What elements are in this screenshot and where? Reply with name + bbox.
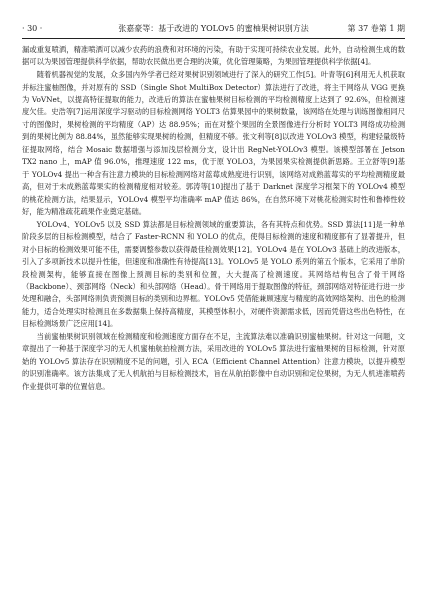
- page-number: · 30 ·: [22, 24, 43, 33]
- header-rule: [22, 38, 405, 39]
- paragraph-related-work: 随着机器视觉的发展，众多国内外学者已经对果树识别领域进行了深入的研究工作[5]。叶青等[6]利用无人机获取并标注蜜柚图像，并对原有的 SSD（Single Shot MultiBox Detector）算法进行了改进，将主干网络从 VGG 更换为 VoVNet，以提高特征提取的能力，改进后的算法在蜜柚果树目标检测的平均检测精度上达到了 92.6%，但检测速度欠佳。史浩等[7]运用深度学习驱动的目标检测网络 YOLT3 估算果园中的果树数量，该网络在处理与训练图像相同尺寸的图像时，果树检测的平均精度（AP）达 88.95%；而在对整个果园的全景图像进行分析时 YOLT3 网络成功检测到的果树比例为 88.84%，虽然能够实现果树的检测，但精度不够。张文利等[8]以改进 YOLOv3 模型，构建轻量级特征提取网络，结合 Mosaic 数据增强与添加浅层检测分支，设计出 RegNet-YOLOv3 模型。该模型部署在 Jetson TX2 nano 上，mAP 值 96.0%，推理速度 122 ms，优于原 YOLO3，为果园果实检测提供新思路。王立舒等[9]基于 YOLOv4 提出一种含有注意力模块的目标检测网络对蓝莓成熟度进行识别，该网络对成熟蓝莓实的平均检测精度最高，但对于未成熟蓝莓果实的检测精度相对较差。郭涛等[10]提出了基于 Darknet 深度学习框架下的 YOLOv4 模型的桃花检测方法，结果显示，YOLOv4 模型平均准确率 mAP 值达 86%，在自然环境下对桃花检测实时性和鲁棒性较好，能为精准疏花疏果作业奠定基础。: [22, 70, 405, 217]
- running-title: 张嘉豪等：基于改进的 YOLOv5 的蜜柚果树识别方法: [118, 24, 309, 33]
- paragraph-algorithms: YOLOv4、YOLOv5 以及 SSD 算法都是目标检测领域的重要算法，各有其特点和优势。SSD 算法[11]是一种单阶段多层的目标检测模型，结合了 Faster-RCNN 和 YOLO 的优点，使得目标检测的速度和精度都有了显著提升，但对小目标的检测效果可能不佳，需要调整参数以获得最佳检测效果[12]。YOLOv4 是在 YOLOv3 基础上的改进版本，引入了多项新技术以提升性能，但速度和准确性有待提高[13]。YOLOv5 是 YOLO 系列的第五个版本，它采用了单阶段检测架构，能够直接在图像上预测目标的类别和位置，大大提高了检测速度。其网络结构包含了骨干网络（Backbone）、颈部网络（Neck）和头部网络（Head）。骨干网络用于提取图像的特征，颈部网络对特征进行进一步处理和融合，头部网络则负责预测目标的类别和边界框。YOLOv5 凭借能兼顾速度与精度的高效网络架构、出色的检测能力，适合处理实时检测且在多数据集上保持高精度，其模型体积小，对硬件资源需求低，因而凭借这些出色特性，在目标检测场景广泛应用[14]。: [22, 219, 405, 329]
- paragraph-proposal: 当前蜜柚果树识别领域在检测精度和检测速度方面存在不足，主流算法难以准确识别蜜柚果树。针对这一问题，文章提出了一种基于深度学习的无人机蜜柚航拍检测方法，采用改进的 YOLOv5 算法进行蜜柚果树的目标检测，针对原始的 YOLOv5 算法存在识别精度不足的问题，引入 ECA（Efficient Channel Attention）注意力模块，以提升模型的识别准确率。该方法集成了无人机航拍与目标检测技术，旨在从航拍影像中自动识别和定位果树，为无人机进准喷药作业提供可靠的位置信息。: [22, 331, 405, 391]
- paragraph-continued: 漏或重复喷洒，精准喷洒可以减少农药的浪费和对环境的污染，有助于实现可持续农业发展。此外，自动检测生成的数据可以为果园管理提供科学依据，帮助农民做出更合理的决策，优化管理策略，为果园管理提供科学依据[4]。: [22, 45, 405, 67]
- volume-issue: 第 37 卷第 1 期: [347, 24, 405, 33]
- running-header: [22, 22, 405, 36]
- article-body: [22, 44, 405, 393]
